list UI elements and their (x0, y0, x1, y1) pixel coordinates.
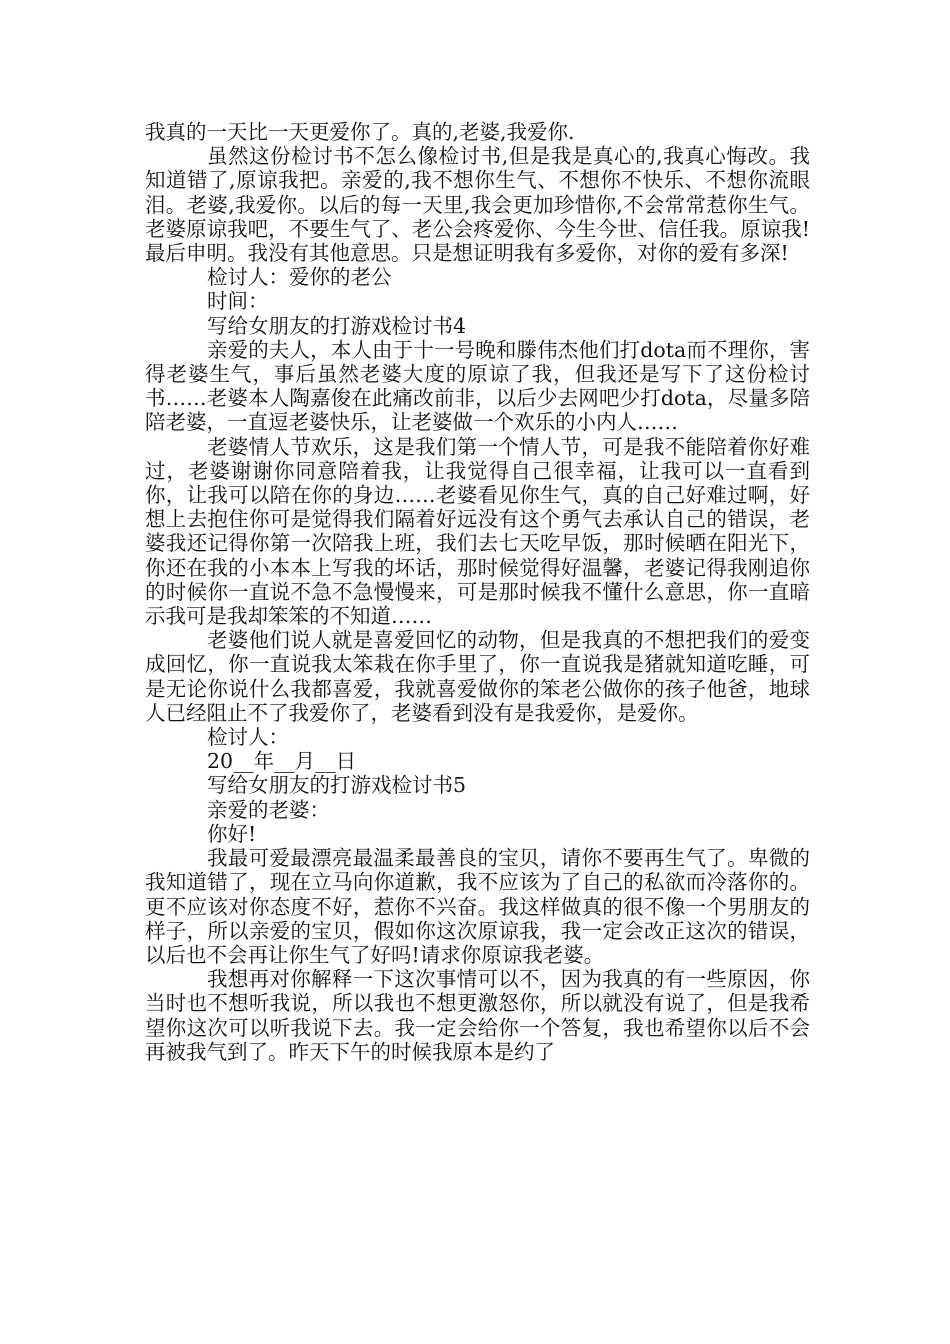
paragraph-letter-4-memory: 老婆他们说人就是喜爱回忆的动物，但是我真的不想把我们的爱变成回忆，你一直说我太笨栽在你手里了，你一直说我是猪就知道吃睡，可是无论你说什么我都喜爱，我就喜爱做你的笨老公做你的孩子他爸，地球人已经阻止不了我爱你了，老婆看到没有是我爱你，是爱你。 (145, 628, 810, 725)
greeting: 你好! (207, 821, 257, 846)
paragraph-letter-4-intro: 亲爱的夫人，本人由于十一号晚和滕伟杰他们打dota而不理你，害得老婆生气，事后虽然老婆大度的原谅了我，但我还是写下了这份检讨书……老婆本人陶嘉俊在此痛改前非，以后少去网吧少打dota，尽量多陪陪老婆，一直逗老婆快乐，让老婆做一个欢乐的小内人…… (145, 337, 810, 435)
paragraph-letter-5-apology: 我最可爱最漂亮最温柔最善良的宝贝，请你不要再生气了。卑微的我知道错了，现在立马向你道歉，我不应该为了自己的私欲而冷落你的。更不应该对你态度不好，惹你不兴奋。我这样做真的很不像一个男朋友的样子，所以亲爱的宝贝，假如你这次原谅我，我一定会改正这次的错误，以后也不会再让你生气了好吗!请求你原谅我老婆。 (145, 846, 810, 967)
date-line-2: 20__年__月__日 (207, 749, 357, 774)
paragraph-letter-5-explain: 我想再对你解释一下这次事情可以不，因为我真的有一些原因，你当时也不想听我说，所以我也不想更激怒你，所以就没有说了，但是我希望你这次可以听我说下去。我一定会给你一个答复，我也希望你以后不会再被我气到了。昨天下午的时候我原本是约了 (145, 967, 810, 1064)
salutation: 亲爱的老婆： (207, 797, 330, 822)
paragraph-opening: 我真的一天比一天更爱你了。真的,老婆,我爱你. (145, 120, 575, 144)
document-page (145, 120, 810, 1064)
section-title-5: 写给女朋友的打游戏检讨书5 (207, 773, 467, 798)
signature-line-2: 检讨人： (207, 725, 289, 750)
date-line: 时间： (207, 289, 269, 314)
signature-line: 检讨人：爱你的老公 (207, 265, 392, 290)
paragraph-apology-1: 虽然这份检讨书不怎么像检讨书,但是我是真心的,我真心悔改。我知道错了,原谅我把。亲爱的,我不想你生气、不想你不快乐、不想你流眼泪。老婆,我爱你。以后的每一天里,我会更加珍惜你,不会常常惹你生气。老婆原谅我吧，不要生气了、老公会疼爱你、今生今世、信任我。原谅我!最后申明。我没有其他意思。只是想证明我有多爱你，对你的爱有多深! (145, 144, 810, 266)
section-title-4: 写给女朋友的打游戏检讨书4 (207, 313, 467, 338)
paragraph-letter-4-valentine: 老婆情人节欢乐，这是我们第一个情人节，可是我不能陪着你好难过，老婆谢谢你同意陪着我，让我觉得自己很幸福，让我可以一直看到你，让我可以陪在你的身边……老婆看见你生气，真的自己好难过啊，好想上去抱住你可是觉得我们隔着好远没有这个勇气去承认自己的错误，老婆我还记得你第一次陪我上班，我们去七天吃早饭，那时候晒在阳光下，你还在我的小本本上写我的坏话，那时候觉得好温馨，老婆记得我刚追你的时候你一直说不急不急慢慢来，可是那时候我不懂什么意思，你一直暗示我可是我却笨笨的不知道…… (145, 434, 810, 629)
